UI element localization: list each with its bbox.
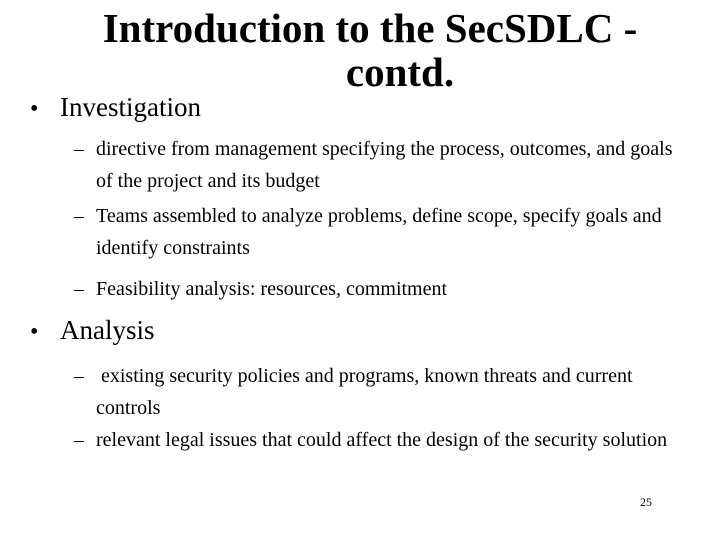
slide-title-line-1: Introduction to the SecSDLC - bbox=[102, 5, 638, 51]
dash-icon: – bbox=[74, 278, 84, 300]
sub-item-text: Feasibility analysis: resources, commitment bbox=[96, 278, 448, 300]
sub-item-text: Teams assembled to analyze problems, define scope, specify goals and identify constraints bbox=[96, 205, 662, 259]
dash-icon: – bbox=[74, 429, 84, 451]
page-number: 25 bbox=[640, 495, 652, 509]
slide-title-line-2: contd. bbox=[345, 49, 455, 95]
sub-item bbox=[74, 424, 694, 456]
bullet-heading: Investigation bbox=[60, 92, 201, 122]
sub-item bbox=[74, 200, 694, 264]
bullet-analysis bbox=[30, 315, 155, 347]
bullet-heading: Analysis bbox=[60, 315, 155, 345]
dash-icon: – bbox=[74, 205, 84, 227]
slide-title bbox=[60, 6, 680, 94]
dash-icon: – bbox=[74, 138, 84, 160]
sub-item bbox=[74, 133, 694, 197]
bullet-icon: • bbox=[30, 319, 39, 345]
dash-icon: – bbox=[74, 365, 84, 387]
sub-item-text: existing security policies and programs, known threats and current controls bbox=[96, 365, 638, 419]
sub-item bbox=[74, 273, 694, 305]
sub-item bbox=[74, 360, 694, 424]
sub-item-text: directive from management specifying the process, outcomes, and goals of the project and its budget bbox=[96, 138, 673, 192]
sub-item-text: relevant legal issues that could affect the design of the security solution bbox=[96, 429, 668, 451]
bullet-icon: • bbox=[30, 96, 39, 122]
bullet-investigation bbox=[30, 92, 201, 124]
